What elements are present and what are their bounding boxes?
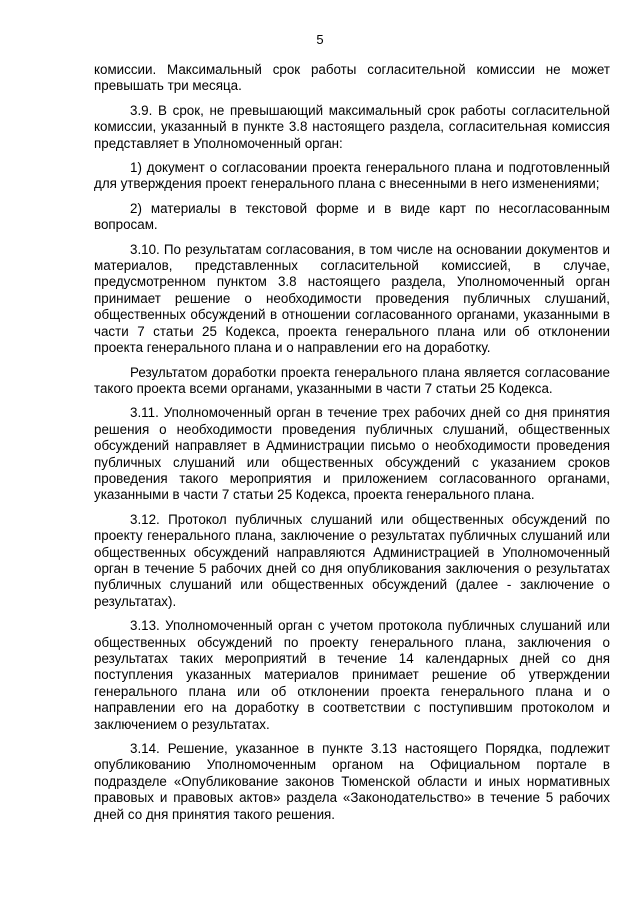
paragraph-3-11: 3.11. Уполномоченный орган в течение трех рабочих дней со дня принятия решения о необходимости проведения публичных слушаний, общественных обсуждений направляет в Администрации письмо о необходимости проведения публичных слушаний или общественных обсуждений с указанием сроков проведения такого мероприятия и приложением согласованного органами, указанными в части 7 статьи 25 Кодекса, проекта генерального плана. xyxy=(94,405,610,503)
paragraph-item-2: 2) материалы в текстовой форме и в виде карт по несогласованным вопросам. xyxy=(94,200,610,233)
paragraph-3-14: 3.14. Решение, указанное в пункте 3.13 настоящего Порядка, подлежит опубликованию Уполномоченным органом на Официальном портале в подразделе «Опубликование законов Тюменской области и иных нормативных правовых и правовых актов» раздела «Законодательство» в течение 5 рабочих дней со дня принятия такого решения. xyxy=(94,741,610,822)
paragraph-3-12: 3.12. Протокол публичных слушаний или общественных обсуждений по проекту генерального плана, заключение о результатах публичных слушаний или общественных обсуждений направляются Администрацией в Уполномоченный орган в течение 5 рабочих дней со дня опубликования заключения о результатах публичных слушаний или общественных обсуждений (далее - заключение о результатах). xyxy=(94,511,610,609)
paragraph-3-13: 3.13. Уполномоченный орган с учетом протокола публичных слушаний или общественных обсуждений по проекту генерального плана, заключения о результатах таких мероприятий в течение 14 календарных дней со дня поступления указанных материалов принимает решение об утверждении генерального плана или об отклонении проекта генерального плана и о направлении его на доработку в соответствии с поступившим протоколом и заключением о результатах. xyxy=(94,618,610,732)
paragraph-3-10: 3.10. По результатам согласования, в том числе на основании документов и материалов, представленных согласительной комиссией, в случае, предусмотренном пунктом 3.8 настоящего раздела, Уполномоченный орган принимает решение о необходимости проведения публичных слушаний, общественных обсуждений в отношении согласованного органами, указанными в части 7 статьи 25 Кодекса, проекта генерального плана или об отклонении проекта генерального плана и о направлении его на доработку. xyxy=(94,241,610,356)
paragraph-continuation: комиссии. Максимальный срок работы согласительной комиссии не может превышать три месяца. xyxy=(94,62,610,94)
page-number: 5 xyxy=(316,32,324,47)
document-body xyxy=(94,62,610,831)
paragraph-3-9: 3.9. В срок, не превышающий максимальный срок работы согласительной комиссии, указанный в пункте 3.8 настоящего раздела, согласительная комиссия представляет в Уполномоченный орган: xyxy=(94,102,610,151)
paragraph-item-1: 1) документ о согласовании проекта генерального плана и подготовленный для утверждения проект генерального плана с внесенными в него изменениями; xyxy=(94,160,610,192)
paragraph-revision-result: Результатом доработки проекта генерального плана является согласование такого проекта всеми органами, указанными в части 7 статьи 25 Кодекса. xyxy=(94,364,610,396)
